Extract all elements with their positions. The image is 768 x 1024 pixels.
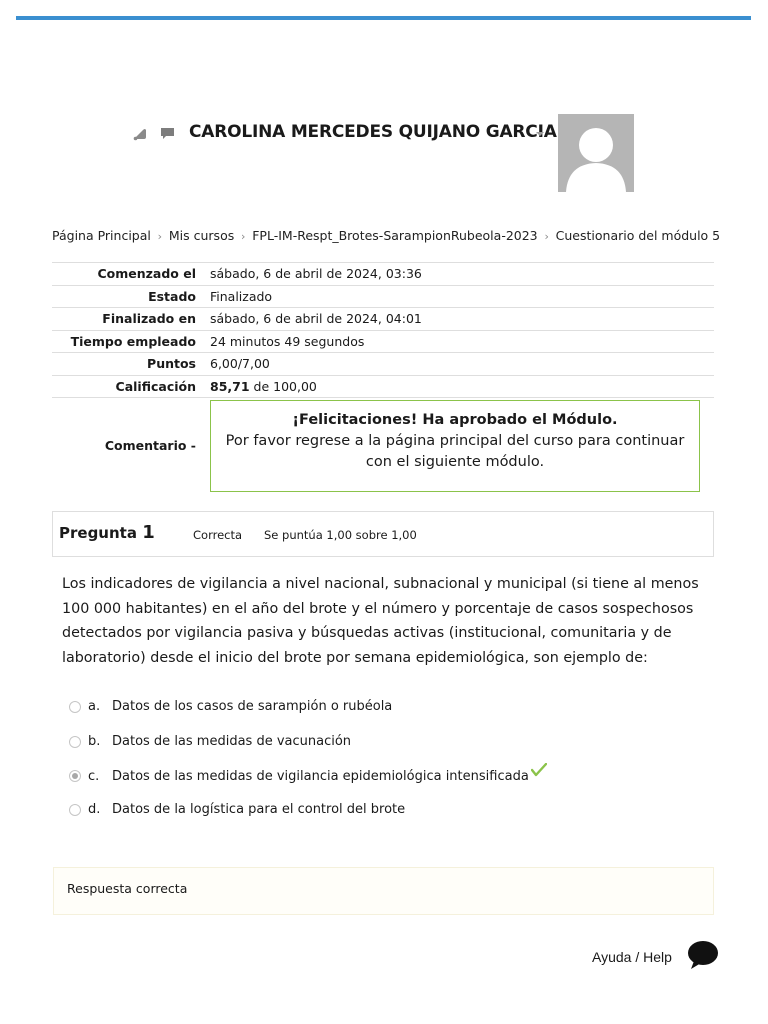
- summary-row-comment: [52, 398, 714, 494]
- question-text: Los indicadores de vigilancia a nivel nacional, subnacional y municipal (si tiene al menos 100 000 habitantes) en el año del brote y el número y porcentaje de casos sospechosos detectados por vigilancia pasiva y búsquedas activas (institucional, comunitaria y de laboratorio) desde el inicio del brote por semana epidemiológica, son ejemplo de:: [62, 576, 699, 666]
- feedback-title: ¡Felicitaciones! Ha aprobado el Módulo.: [292, 411, 618, 428]
- radio-button[interactable]: [69, 701, 81, 713]
- question-number: [59, 522, 155, 543]
- user-header: [0, 112, 768, 194]
- question-label: Pregunta: [59, 524, 137, 542]
- outcome-text: Respuesta correcta: [67, 881, 188, 896]
- comment-cell: [204, 398, 714, 494]
- chevron-right-icon: ›: [241, 230, 246, 243]
- chevron-right-icon: ›: [544, 230, 549, 243]
- summary-row-grade: [52, 375, 714, 398]
- bell-icon[interactable]: [132, 126, 148, 145]
- attempt-summary-table: [52, 262, 714, 494]
- summary-row-started: [52, 263, 714, 286]
- summary-value: sábado, 6 de abril de 2024, 03:36: [204, 263, 714, 286]
- radio-button[interactable]: [69, 804, 81, 816]
- summary-label: Comenzado el: [52, 263, 204, 286]
- summary-row-state: [52, 285, 714, 308]
- answer-option-d[interactable]: [69, 802, 405, 817]
- breadcrumb: [52, 228, 720, 243]
- grade-max: de 100,00: [249, 378, 317, 394]
- help-link[interactable]: Ayuda / Help: [592, 949, 672, 965]
- breadcrumb-item-quiz[interactable]: Cuestionario del módulo 5: [555, 228, 721, 243]
- summary-value: 6,00/7,00: [204, 353, 714, 376]
- summary-row-finished: [52, 308, 714, 331]
- summary-value: Finalizado: [204, 285, 714, 308]
- summary-value: [204, 375, 714, 398]
- answer-text: Datos de los casos de sarampión o rubéola: [112, 699, 393, 714]
- answer-option-c[interactable]: [69, 767, 547, 785]
- feedback-box: [210, 400, 700, 492]
- summary-label: Puntos: [52, 353, 204, 376]
- question-state: Correcta: [193, 528, 243, 542]
- summary-value: sábado, 6 de abril de 2024, 04:01: [204, 308, 714, 331]
- answer-letter: c.: [88, 768, 100, 784]
- question-grade: Se puntúa 1,00 sobre 1,00: [264, 528, 417, 542]
- user-name[interactable]: CAROLINA MERCEDES QUIJANO GARCIA: [189, 122, 557, 142]
- answer-text: Datos de las medidas de vigilancia epidemiológica intensificada: [112, 768, 529, 784]
- radio-button-selected[interactable]: [69, 770, 81, 782]
- feedback-body: Por favor regrese a la página principal del curso para continuar con el siguiente módulo.: [225, 432, 685, 470]
- answer-text: Datos de las medidas de vacunación: [112, 734, 352, 749]
- answer-letter: b.: [88, 734, 101, 749]
- answer-letter: d.: [88, 802, 101, 817]
- answer-text: Datos de la logística para el control del brote: [112, 802, 406, 817]
- question-num: 1: [142, 522, 155, 543]
- summary-label: Calificación: [52, 375, 204, 398]
- summary-value: 24 minutos 49 segundos: [204, 330, 714, 353]
- question-outcome: [53, 867, 714, 915]
- question-info: [52, 511, 714, 557]
- chevron-right-icon: ›: [157, 230, 163, 243]
- summary-row-time: [52, 330, 714, 353]
- answer-letter: a.: [88, 699, 101, 714]
- summary-row-points: [52, 353, 714, 376]
- chat-bubble-icon[interactable]: [686, 939, 720, 975]
- checkmark-icon: [531, 763, 547, 781]
- summary-label: Estado: [52, 285, 204, 308]
- summary-label: Tiempo empleado: [52, 330, 204, 353]
- breadcrumb-item-course[interactable]: FPL-IM-Respt_Brotes-SarampionRubeola-2023: [252, 228, 538, 243]
- answer-option-a[interactable]: [69, 699, 392, 714]
- grade-score: 85,71: [210, 378, 250, 394]
- top-accent-bar: [16, 16, 751, 20]
- avatar[interactable]: [558, 114, 634, 192]
- breadcrumb-item-my-courses[interactable]: Mis cursos: [168, 228, 235, 243]
- chevron-down-icon[interactable]: [536, 132, 544, 136]
- breadcrumb-item-home[interactable]: Página Principal: [52, 228, 151, 243]
- summary-label: Comentario -: [52, 398, 204, 494]
- answer-option-b[interactable]: [69, 734, 351, 749]
- message-icon[interactable]: [160, 126, 176, 145]
- radio-button[interactable]: [69, 736, 81, 748]
- summary-label: Finalizado en: [52, 308, 204, 331]
